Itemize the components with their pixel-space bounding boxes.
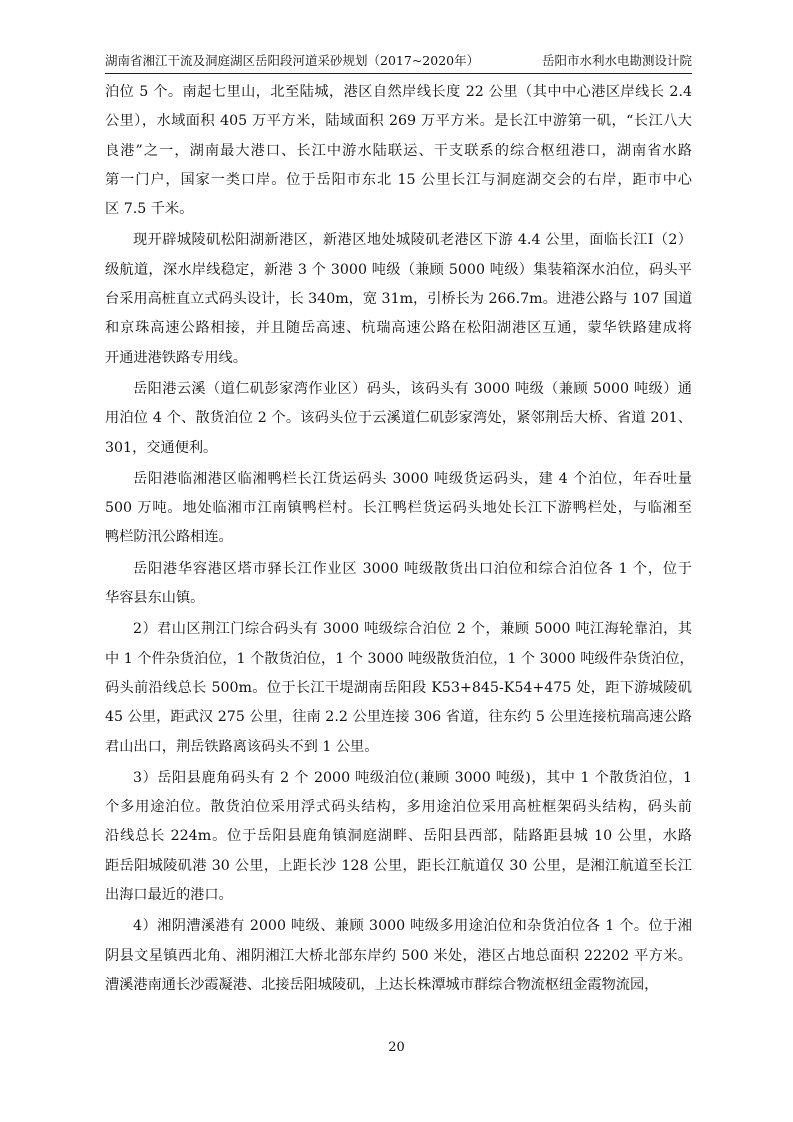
text-line: 和京珠高速公路相接，并且随岳高速、杭瑞高速公路在松阳湖港区互通，蒙华铁路建成将 [105,320,692,337]
body-paragraph [105,226,692,372]
text-line: 君山出口，荆岳铁路离该码头不到 1 公里。 [105,738,379,755]
header-organization: 岳阳市水利水电勘测设计院 [541,53,692,68]
text-line: 泊位 5 个。南起七里山，北至陆城，港区自然岸线长度 22 公里（其中中心港区岸线长 2.4 [105,84,692,100]
text-line: 现开辟城陵矶松阳湖新港区，新港区地处城陵矶老港区下游 4.4 公里，面临长江Ⅰ（2） [133,232,692,249]
text-line: 出海口最近的港口。 [105,887,233,904]
body-paragraph [105,615,692,761]
body-paragraph [105,555,692,614]
text-line: 良港”之一，湖南最大港口、长江中游水陆联运、干支联系的综合枢纽港口，湖南省水路 [105,142,692,159]
text-line: 4）湘阴漕溪港有 2000 吨级、兼顾 3000 吨级多用途泊位和杂货泊位各 1 个。位于湘 [133,918,692,935]
text-line: 华容县东山镇。 [105,590,205,607]
text-line: 45 公里，距武汉 275 公里，往南 2.2 公里连接 306 省道，往东约 5 公里连接杭瑞高速公路 [105,709,692,726]
text-line: 公里），水域面积 405 万平方米，陆域面积 269 万平方米。是长江中游第一矶，“长江八大 [105,113,692,130]
text-line: 第一门户，国家一类口岸。位于岳阳市东北 15 公里长江与洞庭湖交会的右岸，距市中心 [105,171,692,188]
text-line: 3）岳阳县鹿角码头有 2 个 2000 吨级泊位(兼顾 3000 吨级)，其中 1 个散货泊位，1 [133,769,692,786]
text-line: 沿线总长 224m。位于岳阳县鹿角镇洞庭湖畔、岳阳县西部，陆路距县城 10 公里，水路 [105,828,692,845]
document-body [105,78,692,1002]
text-line: 个多用途泊位。散货泊位采用浮式码头结构，多用途泊位采用高桩框架码头结构，码头前 [105,799,692,816]
page-number: 20 [388,1040,405,1055]
text-line: 岳阳港云溪（道仁矶彭家湾作业区）码头，该码头有 3000 吨级（兼顾 5000 吨级）通 [133,380,692,397]
header-divider [105,73,692,74]
text-line: 阴县文星镇西北角、湘阴湘江大桥北部东岸约 500 米处，港区占地总面积 22202 平方米。 [105,947,692,964]
text-line: 301，交通便利。 [105,439,218,456]
body-paragraph [105,78,692,224]
body-paragraph [105,375,692,463]
text-line: 中 1 个件杂货泊位，1 个散货泊位，1 个 3000 吨级散货泊位，1 个 3000 吨级件杂货泊位， [105,650,694,667]
page-header [105,50,692,72]
text-line: 500 万吨。地处临湘市江南镇鸭栏村。长江鸭栏货运码头地处长江下游鸭栏处，与临湘至 [105,500,692,517]
body-paragraph [105,912,692,1000]
text-line: 开通进港铁路专用线。 [105,349,247,366]
text-line: 用泊位 4 个、散货泊位 2 个。该码头位于云溪道仁矶彭家湾处，紧邻荆岳大桥、省道 201、 [105,410,692,427]
text-line: 2）君山区荆江门综合码头有 3000 吨级综合泊位 2 个，兼顾 5000 吨江海轮靠泊，其 [133,621,692,638]
text-line: 岳阳港临湘港区临湘鸭栏长江货运码头 3000 吨级货运码头，建 4 个泊位，年吞吐量 [133,470,692,487]
body-paragraph [105,465,692,553]
text-line: 台采用高桩直立式码头设计，长 340m，宽 31m，引桥长为 266.7m。进港公路与 107 国道 [105,291,693,308]
text-line: 级航道，深水岸线稳定，新港 3 个 3000 吨级（兼顾 5000 吨级）集装箱深水泊位，码头平 [105,261,692,278]
text-line: 距岳阳城陵矶港 30 公里，上距长沙 128 公里，距长江航道仅 30 公里，是湘江航道至长江 [105,857,692,874]
body-paragraph [105,764,692,910]
text-line: 漕溪港南通长沙霞凝港、北接岳阳城陵矶，上达长株潭城市群综合物流枢纽金霞物流园， [105,976,659,993]
text-line: 码头前沿线总长 500m。位于长江干堤湖南岳阳段 K53+845-K54+475 处，距下游城陵矶 [105,679,692,696]
text-line: 区 7.5 千米。 [105,201,194,218]
text-line: 鸭栏防汛公路相连。 [105,529,233,546]
text-line: 岳阳港华容港区塔市驿长江作业区 3000 吨级散货出口泊位和综合泊位各 1 个，位于 [133,560,692,577]
header-document-title: 湖南省湘江干流及洞庭湖区岳阳段河道采砂规划（2017~2020年） [105,53,480,68]
